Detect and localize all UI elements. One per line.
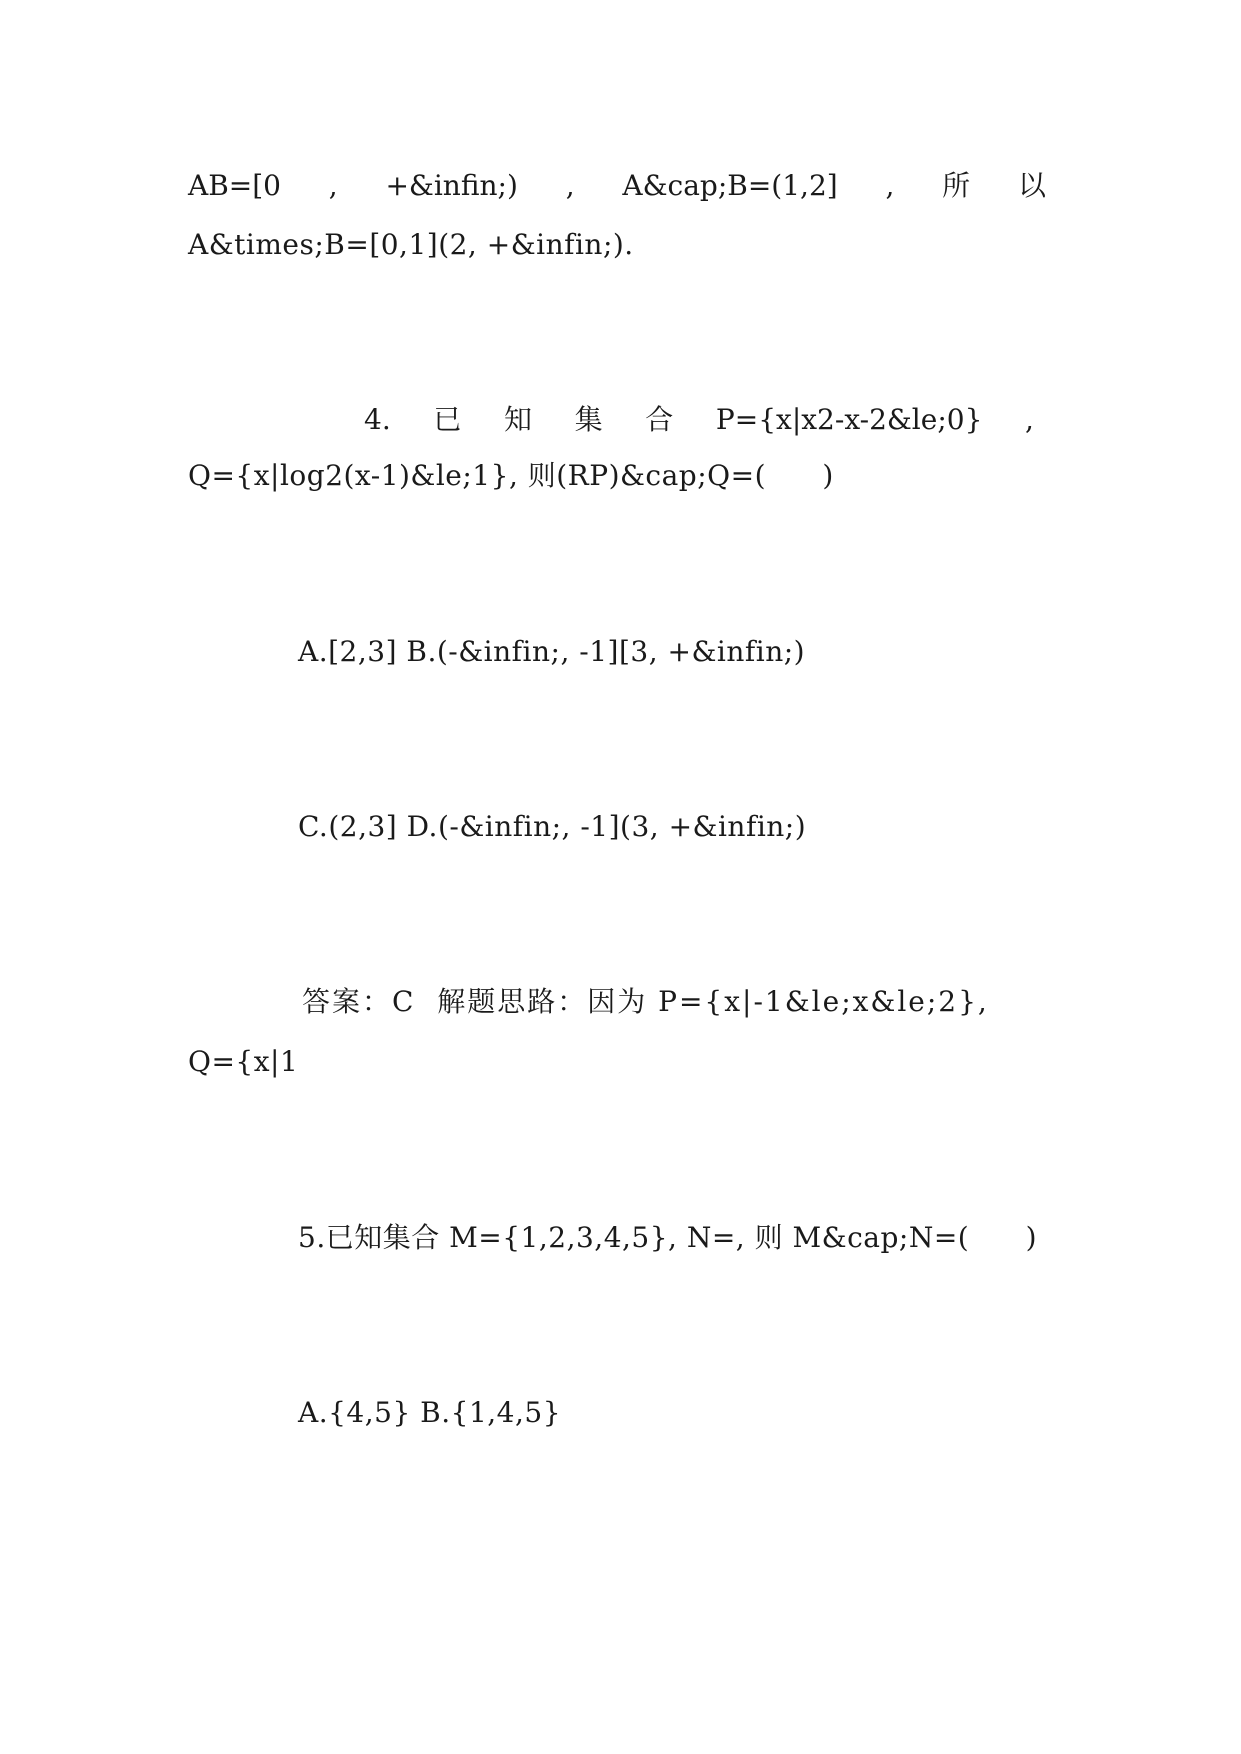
question-4-answer-line-2: Q={x|1 (188, 1045, 299, 1078)
token: , (328, 169, 338, 202)
token: 已 (433, 403, 462, 436)
token: 以 (1017, 169, 1046, 202)
token: +&infin;) (385, 169, 518, 202)
token: 知 (503, 403, 532, 436)
token: A&cap;B=(1,2] (622, 169, 838, 202)
token: 所 (942, 169, 971, 202)
question-4-options-cd: C.(2,3] D.(-&infin;, -1](3, +&infin;) (298, 810, 807, 843)
question-5-options-ab: A.{4,5} B.{1,4,5} (298, 1396, 562, 1429)
token: 集 (574, 403, 603, 436)
question-5-line-1: 5.已知集合 M={1,2,3,4,5}, N=, 则 M&cap;N=( ) (298, 1221, 1038, 1254)
token: , (565, 169, 575, 202)
question-4-answer-line-1: 答案：C 解题思路：因为 P={x|-1&le;x&le;2}, (302, 985, 989, 1018)
token: 4. (364, 403, 391, 436)
token: P={x|x2-x-2&le;0} (715, 403, 983, 436)
token: AB=[0 (188, 169, 281, 202)
token: , (1025, 403, 1034, 436)
paragraph-1-line-2: A&times;B=[0,1](2, +&infin;). (188, 228, 634, 261)
question-4-line-1 (364, 403, 1034, 436)
paragraph-1-line-1 (188, 169, 1046, 202)
token: , (885, 169, 895, 202)
question-4-line-2: Q={x|log2(x-1)&le;1}, 则(RP)&cap;Q=( ) (188, 459, 834, 492)
question-4-options-ab: A.[2,3] B.(-&infin;, -1][3, +&infin;) (298, 635, 806, 668)
token: 合 (645, 403, 674, 436)
